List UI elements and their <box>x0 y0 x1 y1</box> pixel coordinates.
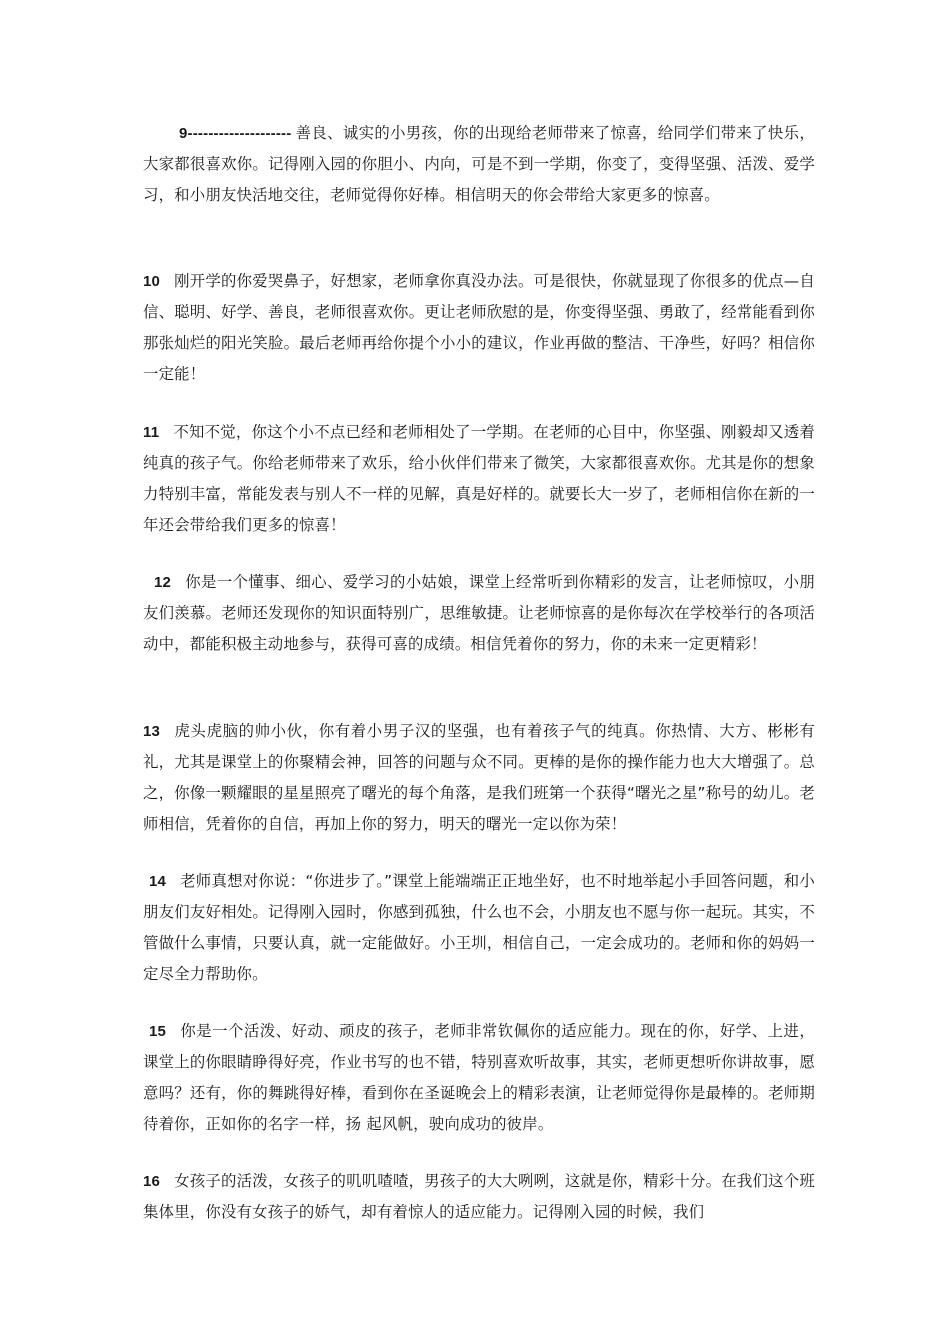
paragraph-number: 9-------------------- <box>179 125 292 142</box>
paragraph-text: 刚开学的你爱哭鼻子，好想家，老师拿你真没办法。可是很快，你就显现了你很多的优点—自信、聪明、好学、善良，老师很喜欢你。更让老师欣慰的是，你变得坚强、勇敢了，经常能看到你那张灿烂的阳光笑脸。最后老师再给你提个小小的建议，作业再做的整洁、干净些，好吗？相信你一定能！ <box>143 272 815 383</box>
paragraph-number: 10 <box>143 273 161 290</box>
paragraph-number: 13 <box>143 723 161 740</box>
comment-paragraph-15 <box>143 1016 815 1140</box>
paragraph-text: 善良、诚实的小男孩，你的出现给老师带来了惊喜，给同学们带来了快乐，大家都很喜欢你。记得刚入园的你胆小、内向，可是不到一学期，你变了，变得坚强、活泼、爱学习，和小朋友快活地交往，老师觉得你好棒。相信明天的你会带给大家更多的惊喜。 <box>143 124 815 204</box>
paragraph-text: 不知不觉，你这个小不点已经和老师相处了一学期。在老师的心目中，你坚强、刚毅却又透着纯真的孩子气。你给老师带来了欢乐，给小伙伴们带来了微笑，大家都很喜欢你。尤其是你的想象力特别丰富，常能发表与别人不一样的见解，真是好样的。就要长大一岁了，老师相信你在新的一年还会带给我们更多的惊喜！ <box>143 423 815 534</box>
paragraph-text: 虎头虎脑的帅小伙，你有着小男子汉的坚强，也有着孩子气的纯真。你热情、大方、彬彬有礼，尤其是课堂上的你聚精会神，回答的问题与众不同。更棒的是你的操作能力也大大增强了。总之，你像一颗耀眼的星星照亮了曙光的每个角落，是我们班第一个获得“曙光之星”称号的幼儿。老师相信，凭着你的自信，再加上你的努力，明天的曙光一定以你为荣！ <box>143 722 815 833</box>
comment-paragraph-12 <box>143 567 815 660</box>
paragraph-text: 你是一个活泼、好动、顽皮的孩子，老师非常钦佩你的适应能力。现在的你，好学、上进，课堂上的你眼睛睁得好亮，作业书写的也不错，特别喜欢听故事，其实，老师更想听你讲故事，愿意吗？还有，你的舞跳得好棒，看到你在圣诞晚会上的精彩表演，让老师觉得你是最棒的。老师期待着你，正如你的名字一样，扬 起风帆，驶向成功的彼岸。 <box>143 1022 815 1133</box>
comment-paragraph-10 <box>143 266 815 390</box>
paragraph-number: 14 <box>149 873 167 890</box>
paragraph-number: 11 <box>143 424 160 441</box>
paragraph-number: 12 <box>154 574 172 591</box>
comment-paragraph-16 <box>143 1166 815 1228</box>
paragraph-text: 你是一个懂事、细心、爱学习的小姑娘，课堂上经常听到你精彩的发言，让老师惊叹，小朋友们羡慕。老师还发现你的知识面特别广，思维敏捷。让老师惊喜的是你每次在学校举行的各项活动中，都能积极主动地参与，获得可喜的成绩。相信凭着你的努力，你的未来一定更精彩！ <box>143 573 815 653</box>
comment-paragraph-11 <box>143 417 815 541</box>
comment-paragraph-9 <box>143 118 815 211</box>
paragraph-number: 16 <box>143 1173 161 1190</box>
paragraph-text: 老师真想对你说：“你进步了。”课堂上能端端正正地坐好，也不时地举起小手回答问题，和小朋友们友好相处。记得刚入园时，你感到孤独，什么也不会，小朋友也不愿与你一起玩。其实，不管做什么事情，只要认真，就一定能做好。小王圳，相信自己，一定会成功的。老师和你的妈妈一定尽全力帮助你。 <box>143 872 815 983</box>
comment-paragraph-14 <box>143 866 815 990</box>
paragraph-number: 15 <box>149 1023 167 1040</box>
comment-paragraph-13 <box>143 716 815 840</box>
paragraph-text: 女孩子的活泼，女孩子的叽叽喳喳，男孩子的大大咧咧，这就是你，精彩十分。在我们这个班集体里，你没有女孩子的娇气，却有着惊人的适应能力。记得刚入园的时候，我们 <box>143 1172 815 1221</box>
